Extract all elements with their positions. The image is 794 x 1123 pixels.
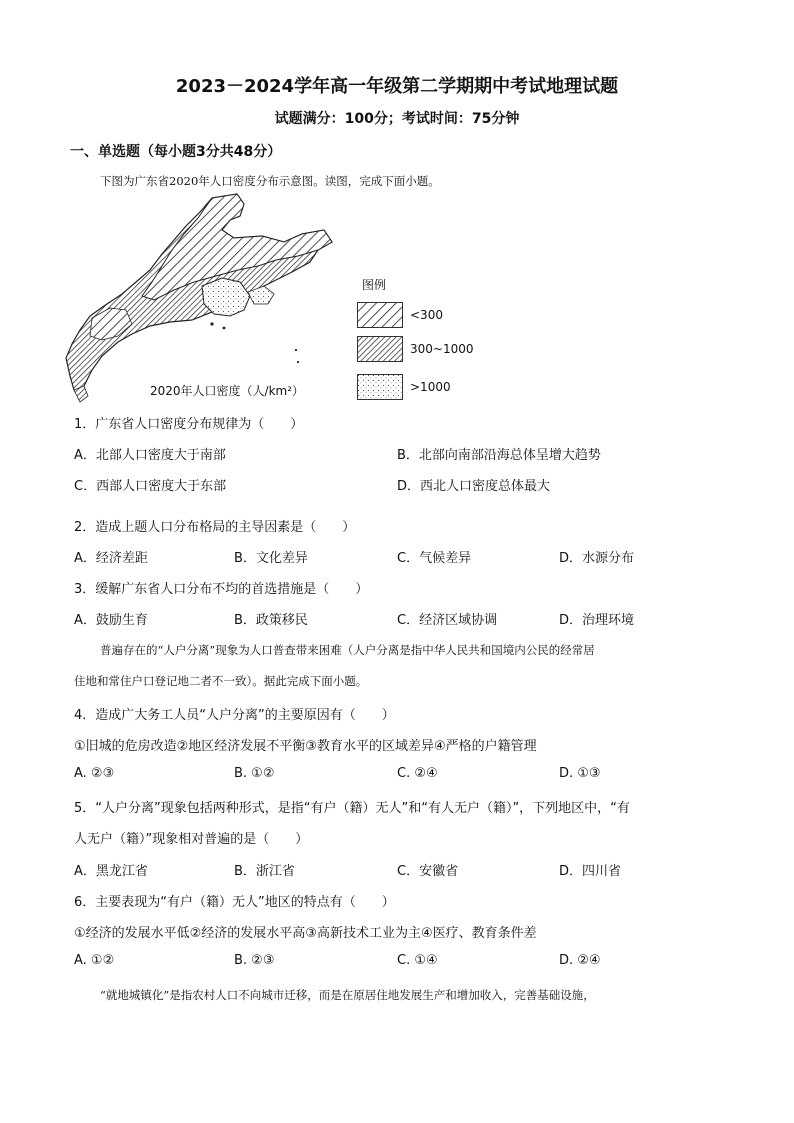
map-caption: 2020年人口密度（人/km²） (150, 384, 305, 398)
q1-option-d[interactable]: D．西北人口密度总体最大 (397, 479, 551, 494)
q5-option-b[interactable]: B．浙江省 (234, 864, 295, 879)
q3-option-d[interactable]: D．治理环境 (559, 613, 635, 628)
question-3-stem: 3．缓解广东省人口分布不均的首选措施是（ ） (74, 582, 369, 597)
legend-swatch-dense (357, 336, 403, 362)
q6-option-d[interactable]: D. ②④ (559, 953, 601, 968)
intro-text-1: 下图为广东省2020年人口密度分布示意图。读图，完成下面小题。 (100, 174, 440, 188)
q2-option-d[interactable]: D．水源分布 (559, 551, 635, 566)
q4-option-d[interactable]: D. ①③ (559, 766, 601, 781)
q5-option-c[interactable]: C．安徽省 (397, 864, 459, 879)
q3-option-a[interactable]: A．鼓励生育 (74, 613, 148, 628)
q1-option-c[interactable]: C．西部人口密度大于东部 (74, 479, 227, 494)
question-5-stem-line2: 人无户（籍）”现象相对普遍的是（ ） (74, 832, 309, 847)
q4-option-b[interactable]: B. ①② (234, 766, 275, 781)
question-4-items: ①旧城的危房改造②地区经济发展不平衡③教育水平的区域差异④严格的户籍管理 (74, 739, 537, 754)
q1-option-b[interactable]: B．北部向南部沿海总体呈增大趋势 (397, 448, 601, 463)
question-6-items: ①经济的发展水平低②经济的发展水平高③高新技术工业为主④医疗、教育条件差 (74, 926, 537, 941)
q3-option-c[interactable]: C．经济区域协调 (397, 613, 498, 628)
q6-option-a[interactable]: A. ①② (74, 953, 115, 968)
question-6-stem: 6．主要表现为“有户（籍）无人”地区的特点有（ ） (74, 895, 395, 910)
q2-option-c[interactable]: C．气候差异 (397, 551, 472, 566)
q2-option-a[interactable]: A．经济差距 (74, 551, 148, 566)
intro-text-3: “就地城镇化”是指农村人口不向城市迁移，而是在原居住地发展生产和增加收入，完善基础设施， (100, 988, 595, 1002)
q6-option-c[interactable]: C. ①④ (397, 953, 438, 968)
q5-option-a[interactable]: A．黑龙江省 (74, 864, 148, 879)
question-5-stem-line1: 5．“人户分离”现象包括两种形式，是指“有户（籍）无人”和“有人无户（籍）”，下列地区中，“有 (74, 801, 630, 816)
q6-option-b[interactable]: B. ②③ (234, 953, 275, 968)
q1-option-a[interactable]: A．北部人口密度大于南部 (74, 448, 226, 463)
page-title: 2023－2024学年高一年级第二学期期中考试地理试题 (175, 76, 619, 97)
legend-swatch-dots (357, 374, 403, 400)
q3-option-b[interactable]: B．政策移民 (234, 613, 308, 628)
legend-title: 图例 (362, 278, 387, 292)
q2-option-b[interactable]: B．文化差异 (234, 551, 308, 566)
q4-option-a[interactable]: A. ②③ (74, 766, 115, 781)
q5-option-d[interactable]: D．四川省 (559, 864, 622, 879)
legend-swatch-sparse (357, 302, 403, 328)
question-2-stem: 2．造成上题人口分布格局的主导因素是（ ） (74, 520, 356, 535)
question-4-stem: 4．造成广大务工人员“人户分离”的主要原因有（ ） (74, 708, 395, 723)
question-1-stem: 1．广东省人口密度分布规律为（ ） (74, 417, 304, 432)
intro-text-2-line2: 住地和常住户口登记地二者不一致）。据此完成下面小题。 (74, 674, 368, 688)
legend-label-high: >1000 (410, 380, 451, 394)
legend-label-mid: 300~1000 (410, 342, 474, 356)
q4-option-c[interactable]: C. ②④ (397, 766, 438, 781)
exam-info: 试题满分：100分；考试时间：75分钟 (274, 111, 520, 127)
intro-text-2-line1: 普遍存在的“人户分离”现象为人口普查带来困难（人户分离是指中华人民共和国境内公民的经常居 (100, 643, 595, 657)
section-heading: 一、单选题（每小题3分共48分） (70, 144, 282, 160)
population-density-map (62, 190, 382, 405)
legend-label-low: <300 (410, 308, 443, 322)
